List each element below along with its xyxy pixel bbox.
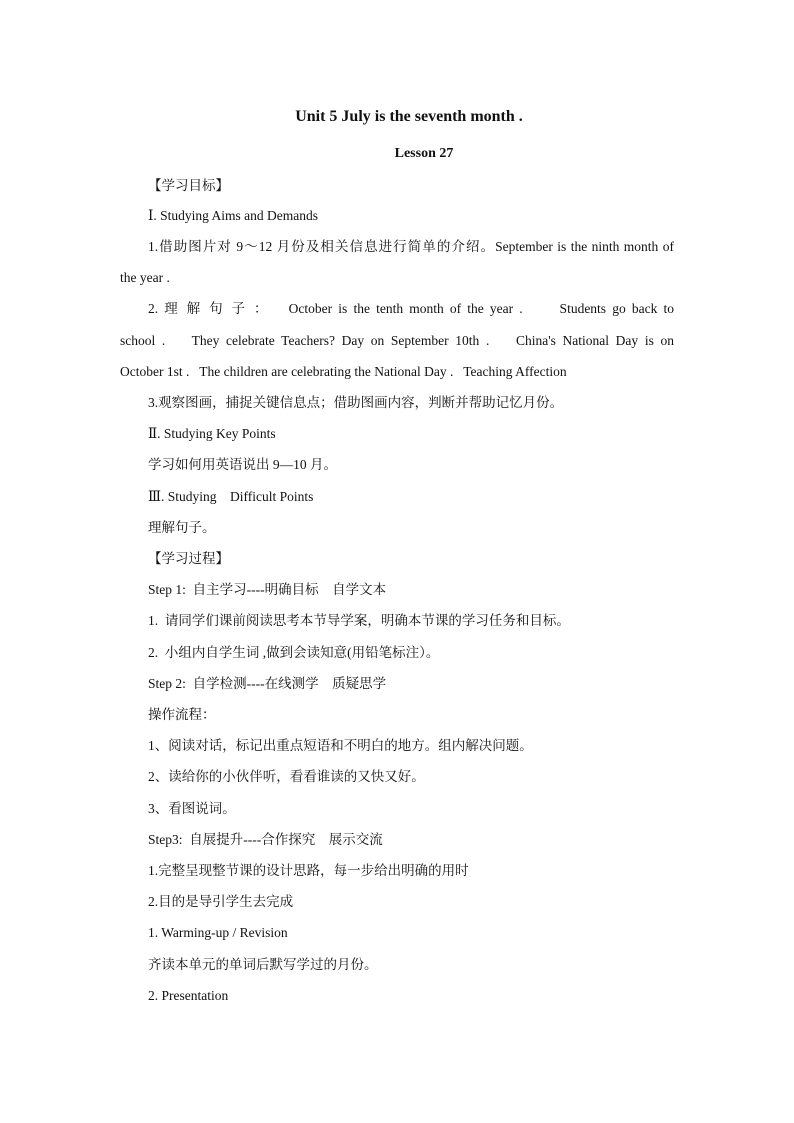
step-3-heading: Step3: 自展提升----合作探究 展示交流 [148,832,383,847]
goal-3: 3.观察图画，捕捉关键信息点；借助图画内容，判断并帮助记忆月份。 [148,395,564,410]
procedure-item-2: 2、读给你的小伙伴听，看看谁读的又快又好。 [148,769,425,784]
section-heading-process: 【学习过程】 [148,551,229,566]
lesson-subtitle: Lesson 27 [394,146,454,161]
presentation-heading: 2. Presentation [148,988,229,1003]
aims-heading: Ⅰ. Studying Aims and Demands [148,208,318,223]
procedure-label: 操作流程： [148,707,216,722]
warming-up-text: 齐读本单元的单词后默写学过的月份。 [148,957,378,972]
goal-2-line-3: October 1st . The children are celebrating the National Day . Teaching Affection [120,364,567,379]
goal-2-line-1: 2. 理 解 句 子 ： October is the tenth month of the year . Students go back to [148,301,674,316]
step-1-heading: Step 1: 自主学习----明确目标 自学文本 [148,582,387,597]
step-3-item-1: 1.完整呈现整节课的设计思路，每一步给出明确的用时 [148,863,469,878]
step-3-item-2: 2.目的是导引学生去完成 [148,894,294,909]
procedure-item-1: 1、阅读对话，标记出重点短语和不明白的地方。组内解决问题。 [148,738,533,753]
goal-1-line-1: 1.借助图片对 9～12 月份及相关信息进行简单的介绍。September is the ninth month of [148,239,674,254]
step-2-heading: Step 2: 自学检测----在线测学 质疑思学 [148,676,387,691]
step-1-item-2: 2. 小组内自学生词 ,做到会读知意(用铅笔标注）。 [148,645,440,660]
goal-1-line-2: the year . [120,270,170,285]
page-title: Unit 5 July is the seventh month . [295,108,523,125]
difficult-points-heading: Ⅲ. Studying Difficult Points [148,489,314,504]
procedure-item-3: 3、看图说词。 [148,801,236,816]
step-1-item-1: 1. 请同学们课前阅读思考本节导学案，明确本节课的学习任务和目标。 [148,613,570,628]
section-heading-goals: 【学习目标】 [148,178,229,193]
goal-2-line-2: school . They celebrate Teachers? Day on September 10th . China's National Day is on [120,333,674,348]
warming-up-heading: 1. Warming-up / Revision [148,925,288,940]
key-points-text: 学习如何用英语说出 9—10 月。 [148,457,337,472]
difficult-points-text: 理解句子。 [148,520,216,535]
key-points-heading: Ⅱ. Studying Key Points [148,426,276,441]
